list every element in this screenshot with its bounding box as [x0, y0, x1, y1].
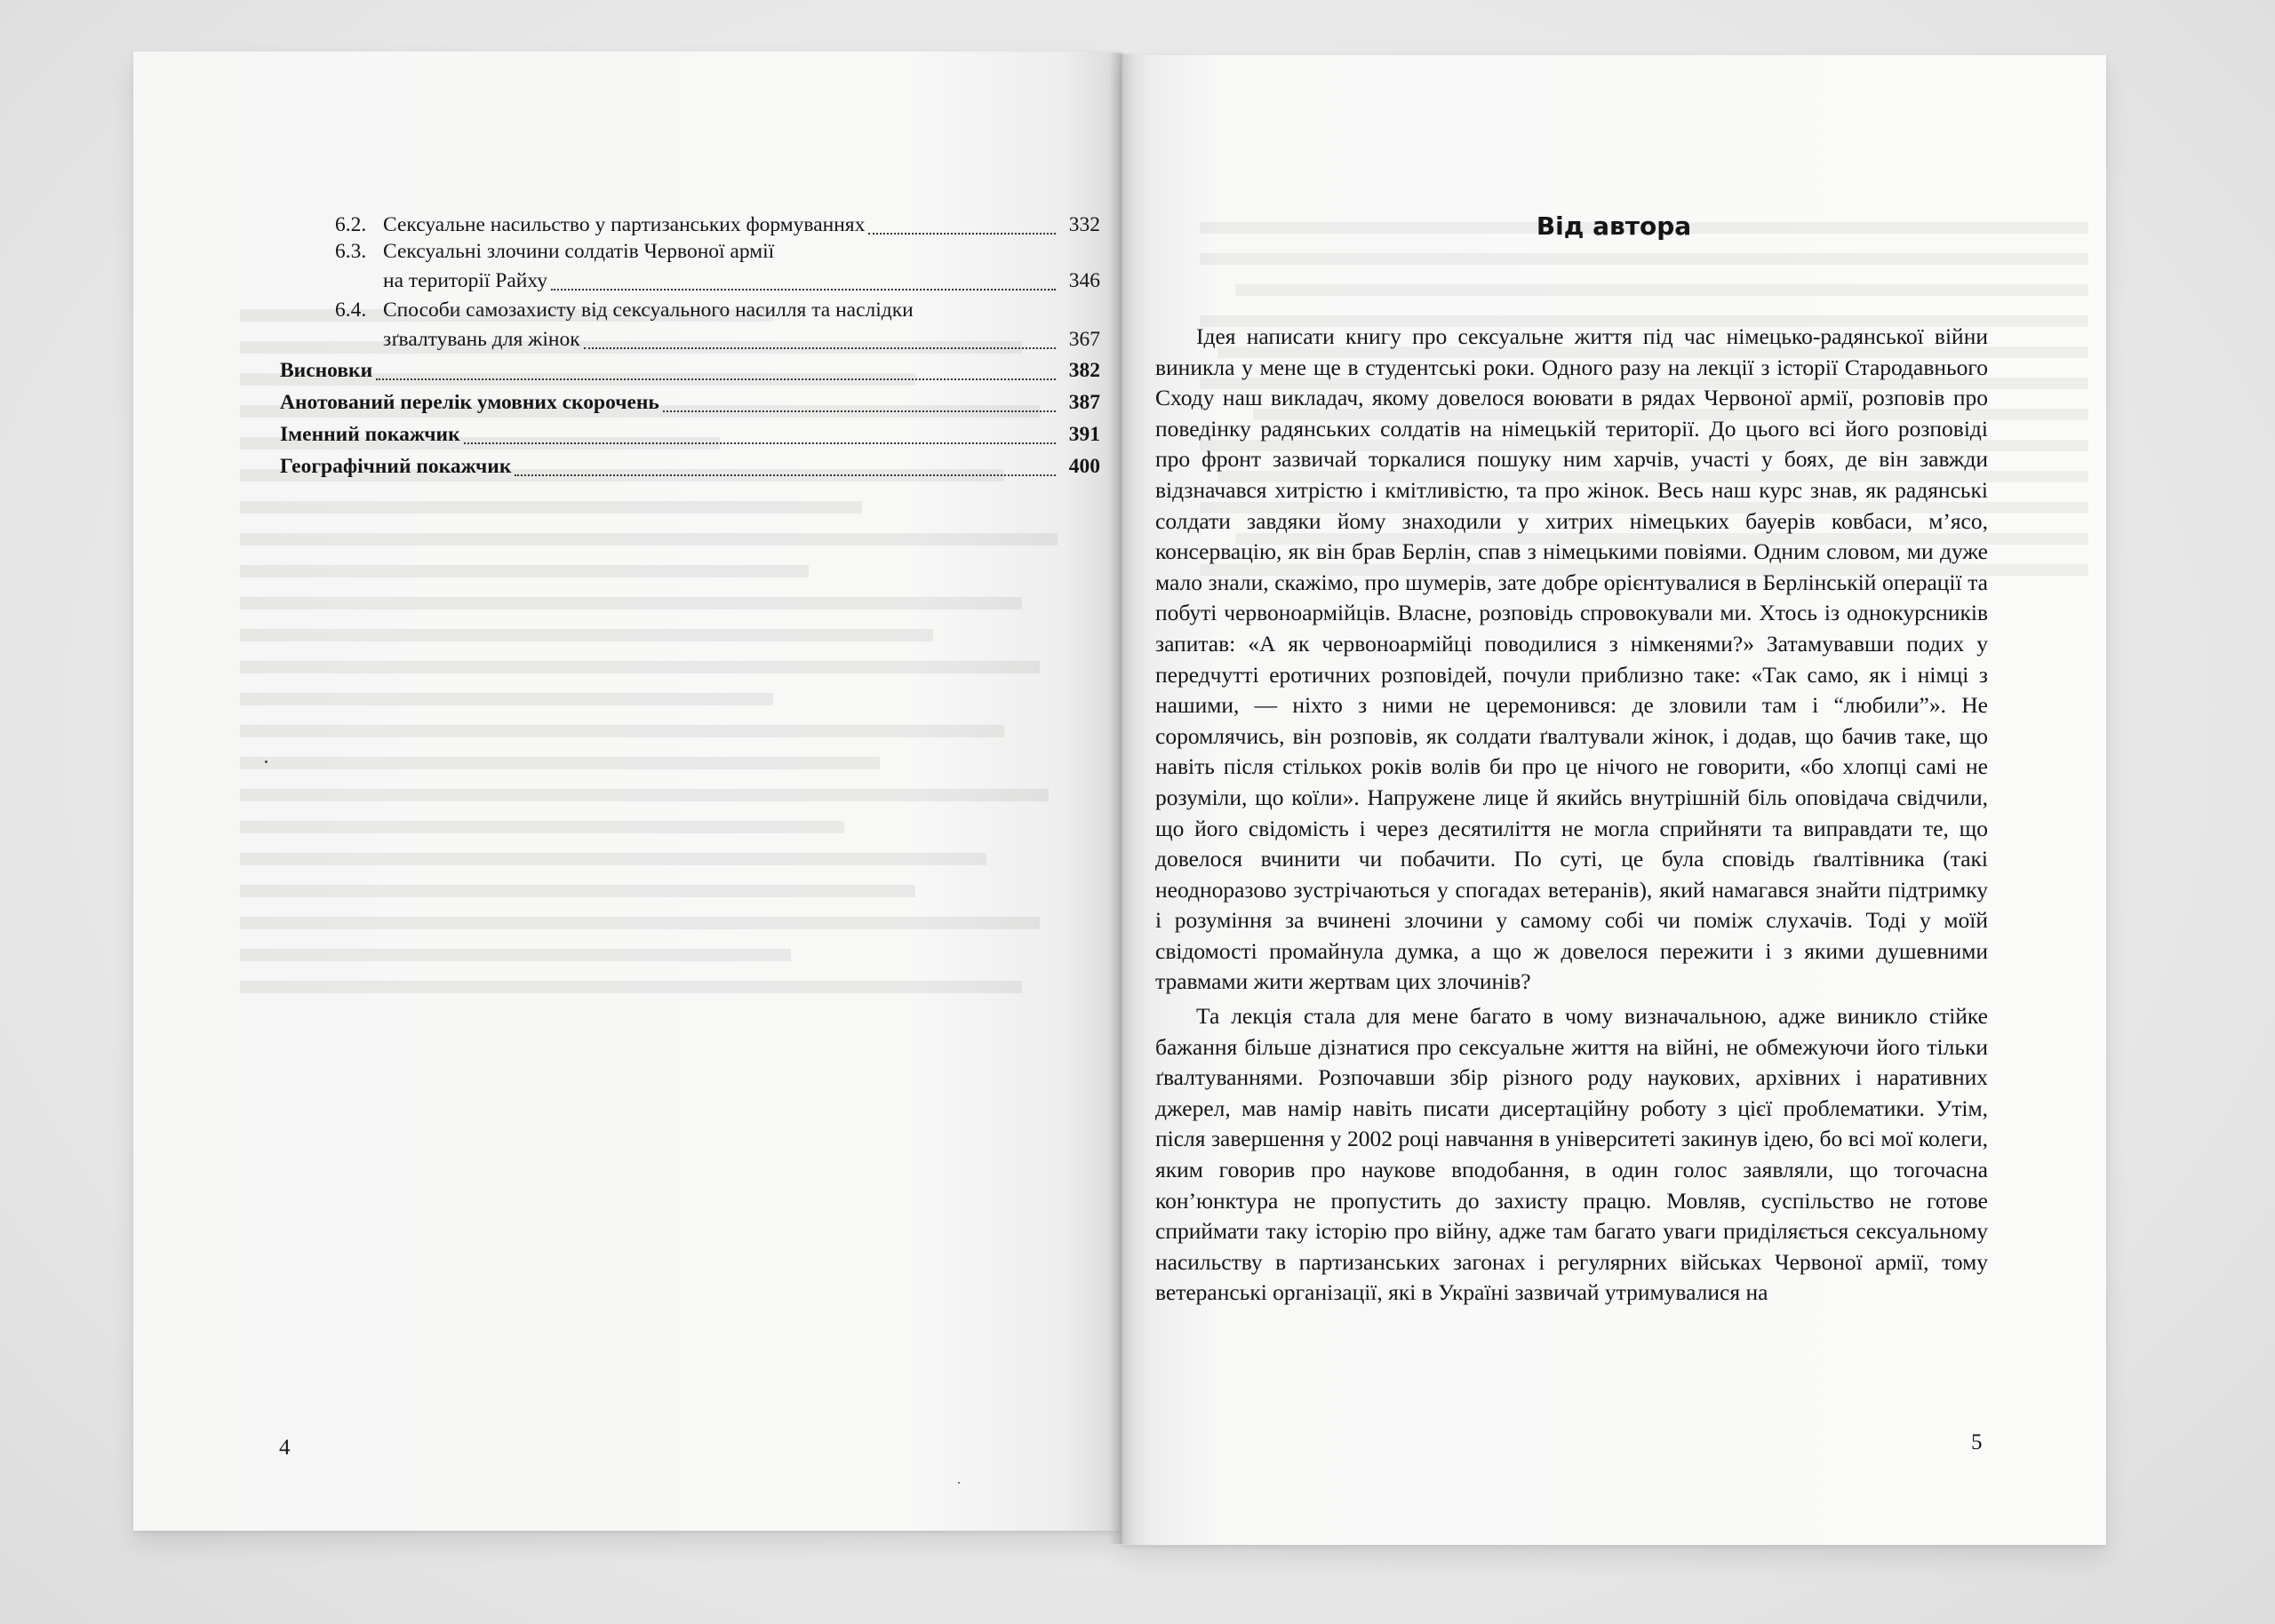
toc-entry-page: 367: [1068, 328, 1100, 351]
toc-dot-leader: [464, 419, 1056, 444]
toc-entry-number: 6.2.: [335, 213, 367, 236]
toc-dot-leader: [515, 451, 1056, 476]
toc-entry-number: 6.3.: [335, 240, 367, 263]
toc-dot-leader: [584, 324, 1056, 349]
toc-entry-page: 382: [1068, 359, 1100, 382]
paragraph: Та лекція стала для мене багато в чому визначальною, адже виникло стійке бажання більше дізнатися про сексуальне життя на війні, не обмежуючи його тільки ґвалтуваннями. Розпочавши збір різного роду наукових, архівних і наративних джерел, мав намір навіть писати дисертаційну роботу з цієї проблематики. Утім, після завершення у 2002 році навчання в університеті закинув ідею, бо всі мої колеги, яким говорив про наукове вподобання, в один голос заявляли, що тогочасна кон’юнктура не пропустить до захисту працю. Мовляв, суспільство не готове сприймати таку історію про війну, адже там багато уваги приділяється сексуальному насильству в партизанських загонах і регулярних військах Червоної армії, тому ветеранські організації, які в Україні зазвичай утримувалися на: [1155, 1003, 1988, 1306]
paper-speck: [265, 760, 267, 763]
toc-entry-continuation: [278, 324, 1100, 355]
toc-entry-title-line2: на території Райху: [383, 269, 547, 292]
toc-entry-page: 400: [1068, 455, 1100, 478]
paper-speck: [958, 1482, 960, 1484]
body-text: [1155, 322, 1988, 1309]
page-number-left: 4: [279, 1436, 291, 1460]
toc-dot-leader: [376, 355, 1056, 380]
toc-entry-title: Способи самозахисту від сексуального насилля та наслідки: [383, 299, 914, 322]
toc-entry: [278, 451, 1100, 482]
toc-entry-page: 346: [1068, 269, 1100, 292]
toc-entry: [278, 236, 1100, 267]
section-heading: Від автора: [1536, 211, 1692, 241]
toc-entry: [278, 355, 1100, 386]
toc-entry-page: 387: [1068, 391, 1100, 414]
toc-entry-title: Географічний покажчик: [280, 455, 512, 478]
toc-entry-title: Іменний покажчик: [280, 423, 460, 446]
toc-dot-leader: [663, 387, 1056, 412]
toc-entry: [278, 387, 1100, 418]
book-gutter: [1109, 53, 1134, 1544]
toc-entry-title-line2: зґвалтувань для жінок: [383, 328, 580, 351]
toc-entry-title: Анотований перелік умовних скорочень: [280, 391, 659, 414]
paragraph: Ідея написати книгу про сексуальне життя під час німецько-радянської війни виникла у мене ще в студентські роки. Одного разу на лекції з історії Стародавнього Сходу наш викладач, якому довелося воювати в рядах Червоної армії, розповів про поведінку радянських солдатів на німецькій території. До цього всі його розповіді про фронт зазвичай торкалися пошуку ним харчів, участі у боях, де він завжди відзначався хитрістю і кмітливістю, та про жінок. Весь наш курс знав, як радянські солдати завдяки йому знаходили у хитрих німецьких бауерів ковбаси, м’ясо, консервацію, як він брав Берлін, спав з німецькими повіями. Одним словом, ми дуже мало знали, скажімо, про шумерів, зате добре орієнтувалися в Берлінській операції та побуті червоноармійців. Власне, розповідь спровокували ми. Хтось із однокурсників запитав: «А як червоноармійці поводилися з німкенями?» Затамувавши подих у передчутті еротичних розповідей, почули приблизно таке: «Так само, як і німці з нашими, — ніхто з ними не церемонився: де зловили там і “любили”». Не соромлячись, він розповів, як солдати ґвалтували жінок, і додав, що бачив таке, що навіть після стількох років волів би про це нічого не говорити, «бо хлопці самі не розуміли, що коїли». Напружене лице й якийсь внутрішній біль оповідача свідчили, що його свідомість і через десятиліття не могла сприйняти та виправдати те, що довелося вчинити чи побачити. По суті, це була сповідь ґвалтівника (такі неодноразово зустрічаються у спогадах ветеранів), який намагався знайти підтримку і розуміння за вчинені злочини у самому собі чи поміж слухачів. Тоді у моїй свідомості промайнула думка, а що ж довелося пережити і з якими душевними травмами жити жертвам цих злочинів?: [1155, 323, 1988, 995]
toc-entry: [278, 295, 1100, 326]
toc-entry-continuation: [278, 266, 1100, 297]
toc-dot-leader: [868, 210, 1056, 235]
toc-entry-page: 332: [1068, 213, 1100, 236]
toc-dot-leader: [551, 266, 1056, 291]
toc-entry-number: 6.4.: [335, 299, 367, 322]
toc-entry: [278, 419, 1100, 450]
toc-entry-title: Сексуальні злочини солдатів Червоної армії: [383, 240, 775, 263]
toc-entry-title: Висновки: [280, 359, 373, 382]
toc-entry-title: Сексуальне насильство у партизанських формуваннях: [383, 213, 866, 236]
toc-entry-page: 391: [1068, 423, 1100, 446]
page-number-right: 5: [1971, 1430, 1983, 1454]
